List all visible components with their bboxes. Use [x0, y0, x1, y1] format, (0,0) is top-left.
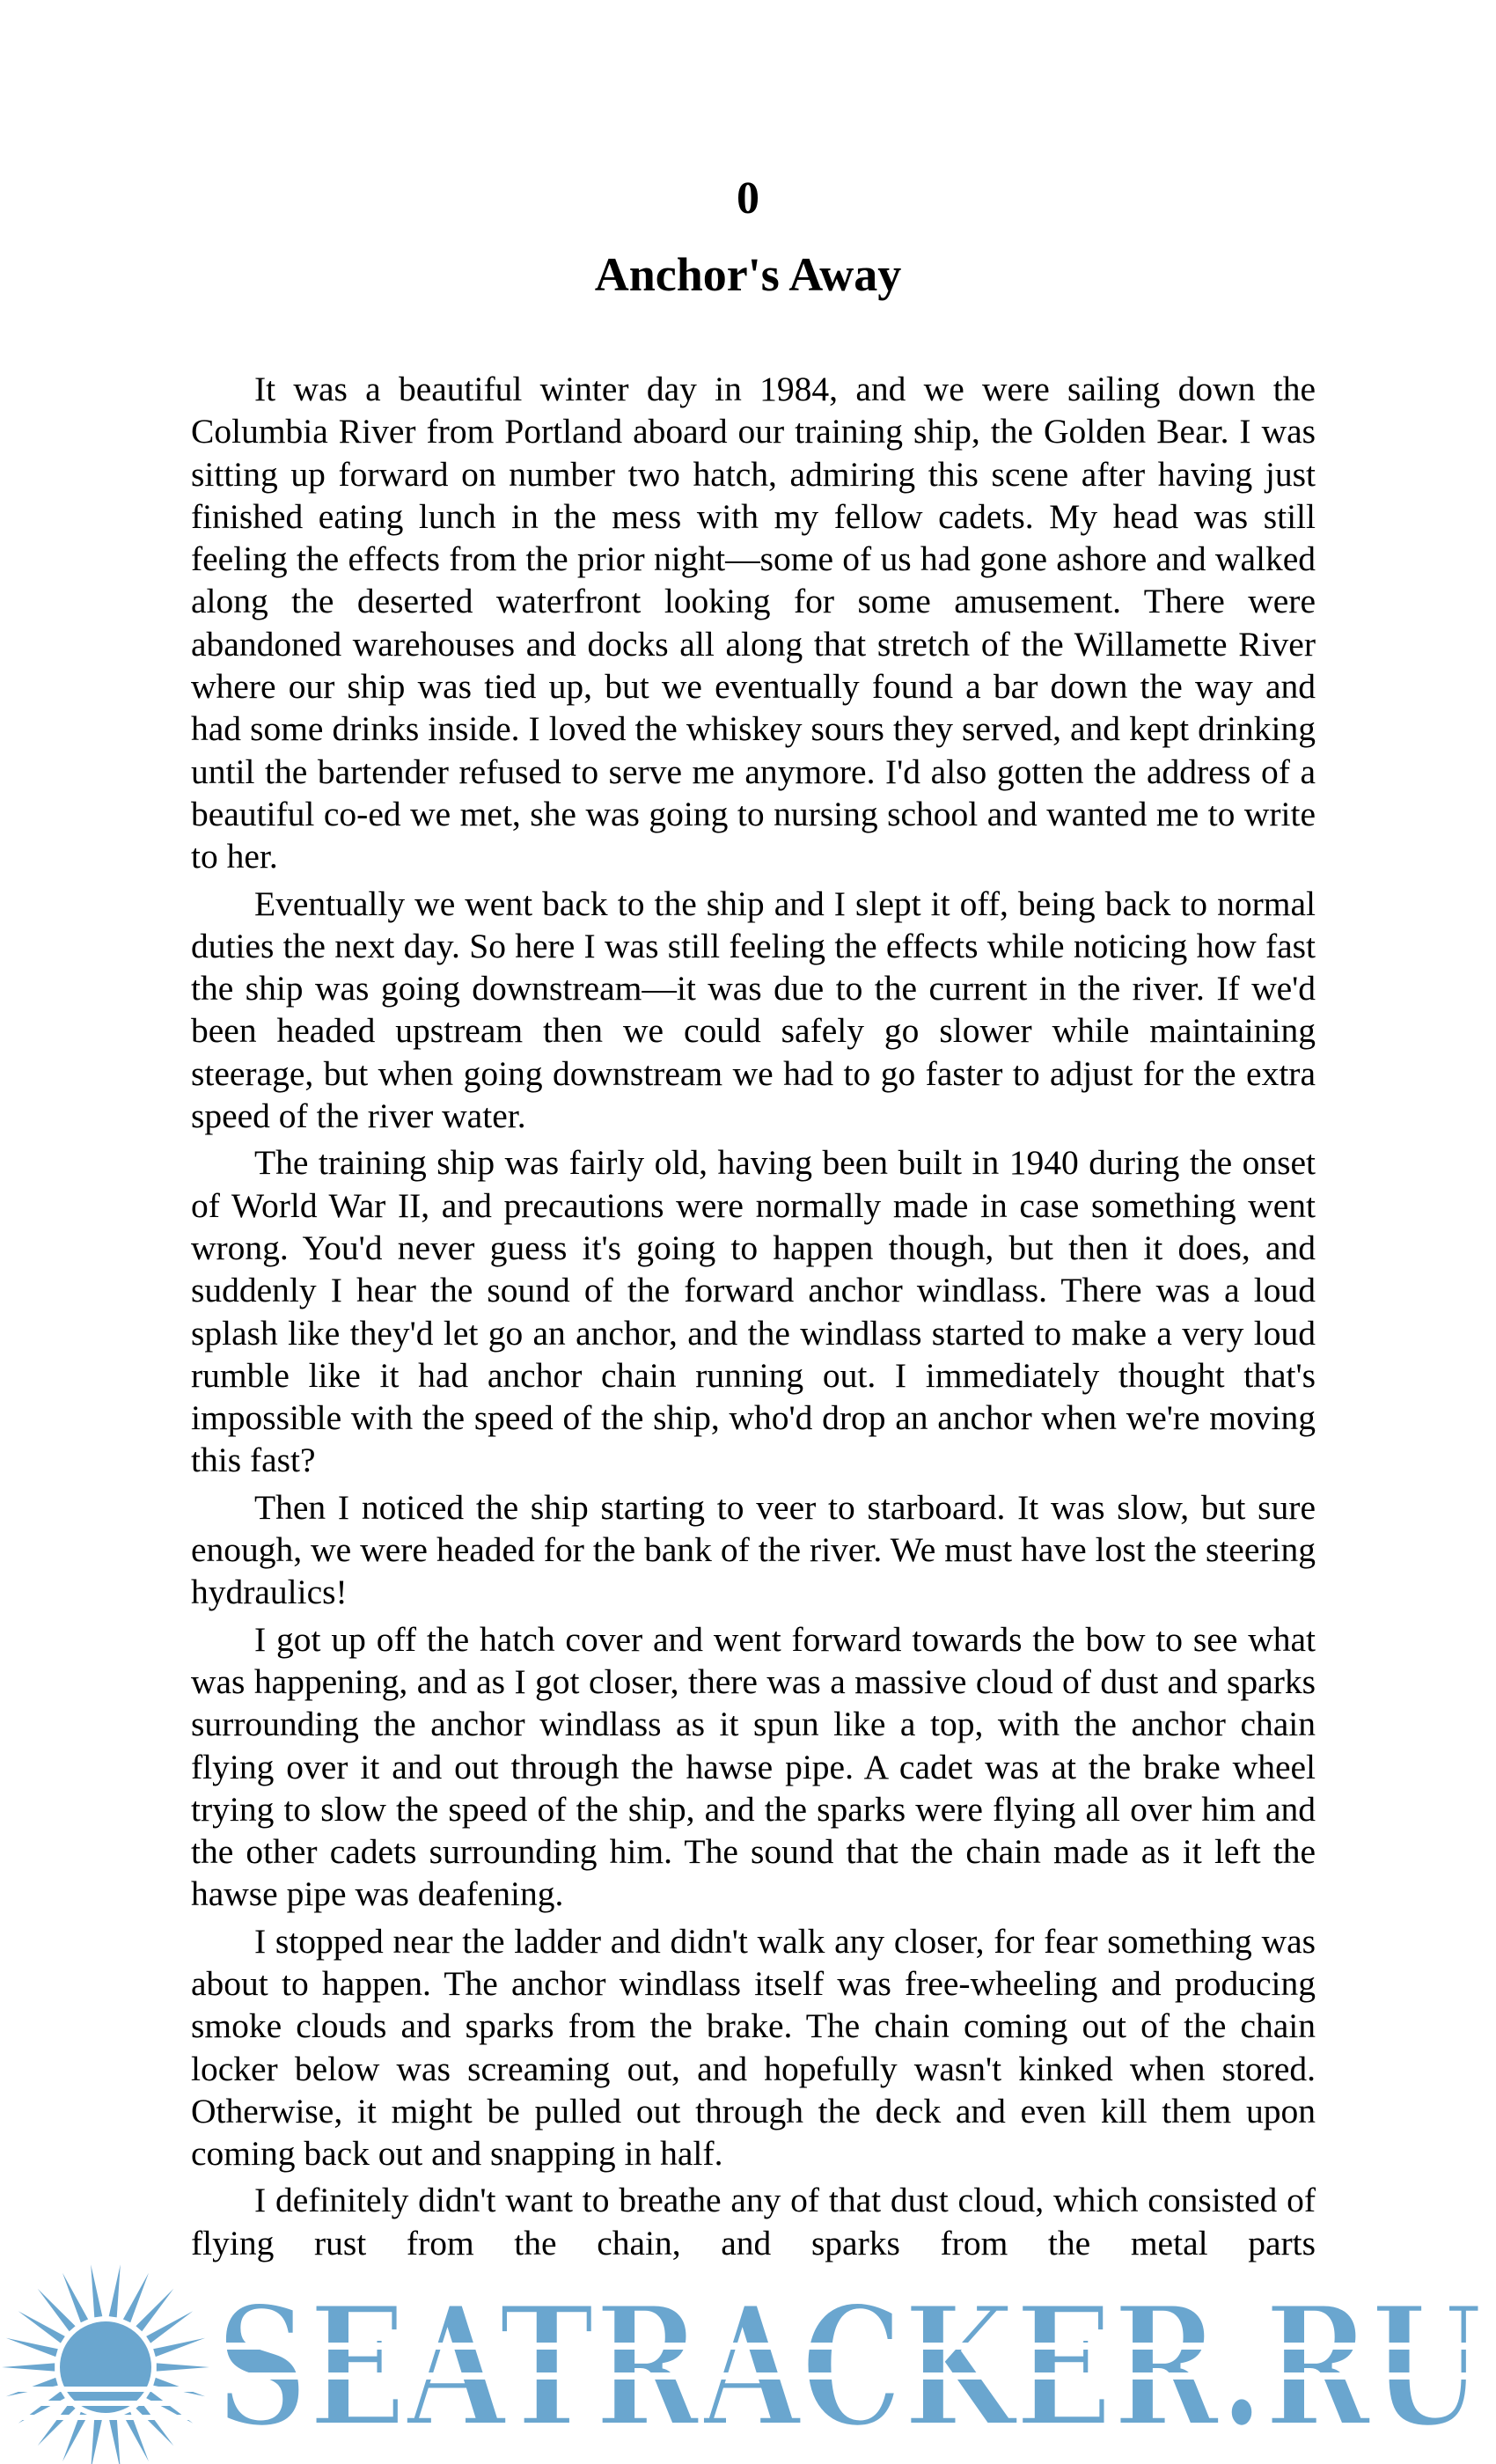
paragraph-3: The training ship was fairly old, having been built in 1940 during the onset of World War II, and precautions were normally made in case something went wrong. You'd never guess it's going to happen though, but then it does, and suddenly I hear the sound of the forward anchor windlass. There was a loud splash like they'd let go an anchor, and the windlass started to make a very loud rumble like it had anchor chain running out. I immediately thought that's impossible with the speed of the ship, who'd drop an anchor when we're moving this fast?	[191, 1143, 1316, 1480]
sun-ray	[123, 2273, 149, 2323]
sun-ray	[91, 2417, 102, 2464]
paragraph-7: I definitely didn't want to breathe any of that dust cloud, which consisted of flying rust from the chain, and sparks from the metal parts	[191, 2181, 1316, 2262]
paragraph-2: Eventually we went back to the ship and I slept it off, being back to normal duties the next day. So here I was still feeling the effects while noticing how fast the ship was going downstream—it was due to the current in the river. If we'd been headed upstream then we could safely go slower while maintaining steerage, but when going downstream we had to go faster to adjust for the extra speed of the river water.	[191, 884, 1316, 1136]
sun-ray	[109, 2417, 121, 2464]
sun-ray	[6, 2338, 58, 2357]
sun-icon	[0, 2253, 211, 2464]
watermark	[0, 2253, 1496, 2464]
sun-ray	[62, 2273, 88, 2323]
chapter-title: Anchor's Away	[594, 248, 902, 301]
sun-ray	[2, 2363, 55, 2371]
sun-ray	[91, 2264, 102, 2317]
paragraph-5: I got up off the hatch cover and went forward towards the bow to see what was happening, and as I got closer, there was a massive cloud of dust and sparks surrounding the anchor windlass as it spun like a top, with the anchor chain flying over it and out through the hawse pipe. A cadet was at the brake wheel trying to slow the speed of the ship, and the sparks were flying all over him and the other cadets surrounding him. The sound that the chain made as it left the hawse pipe was deafening.	[191, 1619, 1316, 1914]
sun-ray	[157, 2363, 209, 2371]
chapter-number: 0	[737, 173, 759, 224]
sun-ray	[153, 2338, 205, 2357]
watermark-logo-text	[216, 2284, 1492, 2452]
svg-text:SEATRACKER.RU: SEATRACKER.RU	[216, 2284, 1483, 2452]
sun-ray	[109, 2264, 121, 2317]
chapter-body	[191, 368, 1316, 2264]
paragraph-1: It was a beautiful winter day in 1984, and we were sailing down the Columbia River from Portland aboard our training ship, the Golden Bear. I was sitting up forward on number two hatch, admiring this scene after having just finished eating lunch in the mess with my fellow cadets. My head was still feeling the effects from the prior night—some of us had gone ashore and walked along the deserted waterfront looking for some amusement. There were abandoned warehouses and docks all along that stretch of the Willamette River where our ship was tied up, but we eventually found a bar down the way and had some drinks inside. I loved the whiskey sours they served, and kept drinking until the bartender refused to serve me anymore. I'd also gotten the address of a beautiful co-ed we met, she was going to nursing school and wanted me to write to her.	[191, 370, 1316, 876]
paragraph-6: I stopped near the ladder and didn't walk any closer, for fear something was about to happen. The anchor windlass itself was free-wheeling and producing smoke clouds and sparks from the brake. The chain coming out of the chain locker below was screaming out, and hopefully wasn't kinked when stored. Otherwise, it might be pulled out through the deck and even kill them upon coming back out and snapping in half.	[191, 1921, 1316, 2174]
paragraph-4: Then I noticed the ship starting to veer to starboard. It was slow, but sure enough, we were headed for the bank of the river. We must have lost the steering hydraulics!	[191, 1487, 1316, 1612]
